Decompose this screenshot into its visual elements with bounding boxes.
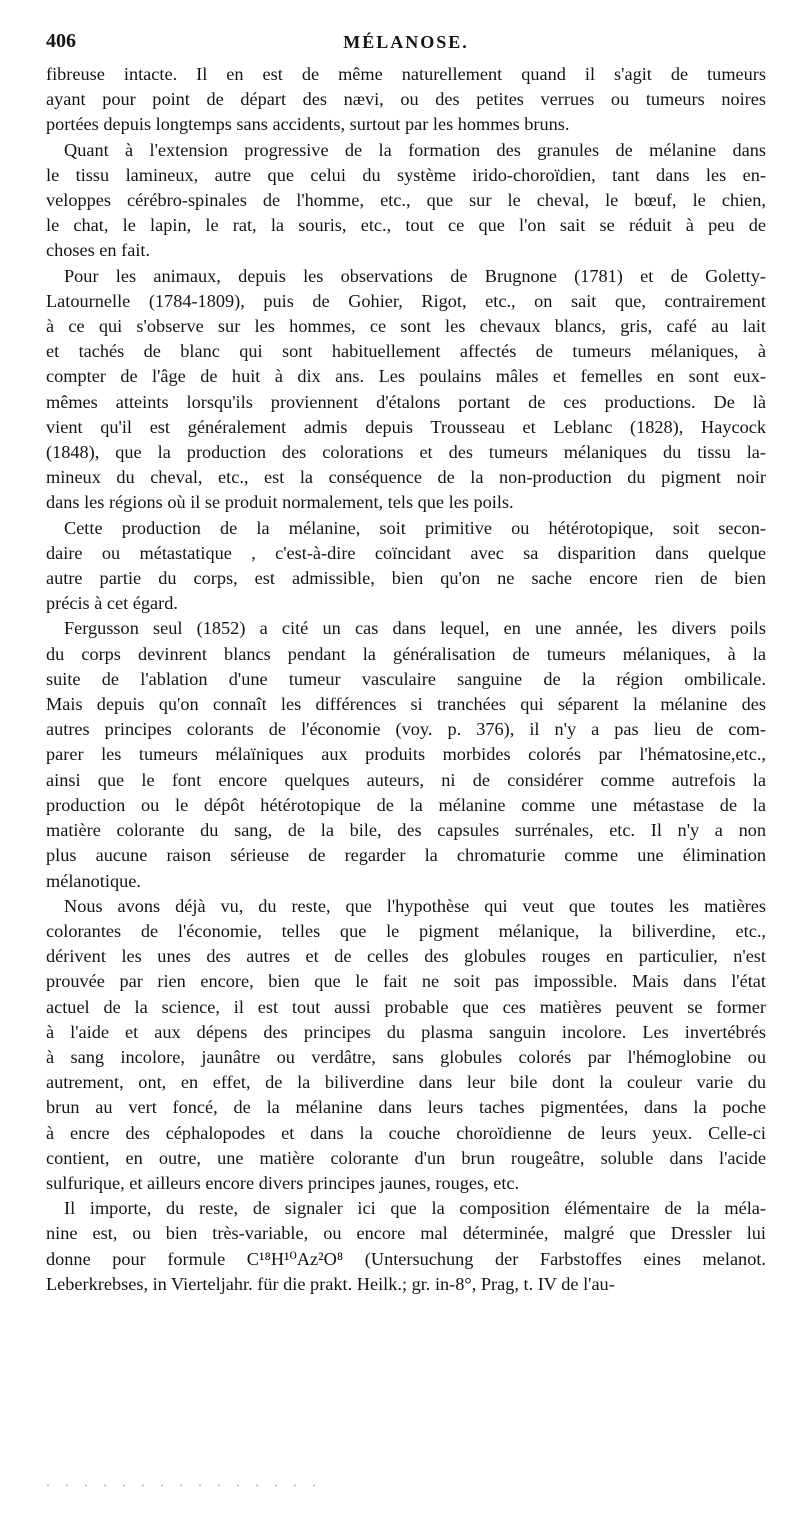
paragraph	[46, 516, 766, 617]
text-line: parer les tumeurs mélaïniques aux produits morbides colorés par l'hématosine,etc.,	[46, 744, 766, 765]
paragraph	[46, 1196, 766, 1297]
text-line: Nous avons déjà vu, du reste, que l'hypothèse qui veut que toutes les matières	[64, 895, 766, 916]
footer-marks: · · · · · · · · · · · · · · ·	[46, 1478, 322, 1492]
text-line: daire ou métastatique , c'est-à-dire coïncidant avec sa disparition dans quelque	[46, 542, 766, 563]
text-line: sulfurique, et ailleurs encore divers principes jaunes, rouges, etc.	[46, 1172, 520, 1193]
body-text	[46, 62, 766, 1297]
text-line: prouvée par rien encore, bien que le fait ne soit pas impossible. Mais dans l'état	[46, 971, 766, 992]
paragraph	[46, 62, 766, 138]
page-number: 406	[46, 30, 76, 52]
text-line: le chat, le lapin, le rat, la souris, etc., tout ce que l'on sait se réduit à peu de	[46, 215, 766, 236]
text-line: dérivent les unes des autres et de celles des globules rouges en particulier, n'est	[46, 946, 766, 967]
text-line: Quant à l'extension progressive de la formation des granules de mélanine dans	[64, 139, 766, 160]
text-line: à l'aide et aux dépens des principes du plasma sanguin incolore. Les invertébrés	[46, 1021, 766, 1042]
text-line: à ce qui s'observe sur les hommes, ce sont les chevaux blancs, gris, café au lait	[46, 316, 766, 337]
text-line: plus aucune raison sérieuse de regarder la chromaturie comme une élimination	[46, 845, 766, 866]
text-line: mêmes atteints lorsqu'ils proviennent d'étalons portant de ces productions. De là	[46, 391, 766, 412]
text-line: vient qu'il est généralement admis depuis Trousseau et Leblanc (1828), Haycock	[46, 416, 766, 437]
text-line: (1848), que la production des colorations et des tumeurs mélaniques du tissu la-	[46, 442, 766, 463]
text-line: actuel de la science, il est tout aussi probable que ces matières peuvent se former	[46, 996, 766, 1017]
running-title: MÉLANOSE.	[343, 32, 469, 52]
text-line: matière colorante du sang, de la bile, des capsules surrénales, etc. Il n'y a non	[46, 820, 766, 841]
text-line: suite de l'ablation d'une tumeur vasculaire sanguine de la région ombilicale.	[46, 668, 766, 689]
text-line: Latournelle (1784-1809), puis de Gohier, Rigot, etc., on sait que, contrairement	[46, 290, 766, 311]
text-line: et tachés de blanc qui sont habituellement affectés de tumeurs mélaniques, à	[46, 341, 766, 362]
paragraph	[46, 138, 766, 264]
text-line: mélanotique.	[46, 870, 141, 891]
text-line: Leberkrebses, in Vierteljahr. für die prakt. Heilk.; gr. in-8°, Prag, t. IV de l'au-	[46, 1273, 615, 1294]
text-line: autres principes colorants de l'économie (voy. p. 376), il n'y a pas lieu de com-	[46, 719, 766, 740]
text-line: donne pour formule C¹⁸H¹⁰Az²O⁸ (Untersuchung der Farbstoffes eines melanot.	[46, 1248, 766, 1269]
text-line: dans les régions où il se produit normalement, tels que les poils.	[46, 492, 514, 513]
text-line: brun au vert foncé, de la mélanine dans leurs taches pigmentées, dans la poche	[46, 1097, 766, 1118]
text-line: ayant pour point de départ des nævi, ou des petites verrues ou tumeurs noires	[46, 89, 766, 110]
paragraph	[46, 894, 766, 1196]
paragraph	[46, 616, 766, 893]
text-line: portées depuis longtemps sans accidents, surtout par les hommes bruns.	[46, 114, 570, 135]
text-line: Il importe, du reste, de signaler ici que la composition élémentaire de la méla-	[64, 1198, 766, 1219]
text-line: à sang incolore, jaunâtre ou verdâtre, sans globules colorés par l'hémoglobine ou	[46, 1046, 766, 1067]
text-line: mineux du cheval, etc., est la conséquence de la non-production du pigment noir	[46, 467, 766, 488]
text-line: contient, en outre, une matière colorante d'un brun rougeâtre, soluble dans l'acide	[46, 1147, 766, 1168]
text-line: du corps devinrent blancs pendant la généralisation de tumeurs mélaniques, à la	[46, 643, 766, 664]
text-line: choses en fait.	[46, 240, 151, 261]
text-line: Mais depuis qu'on connaît les différences si tranchées qui séparent la mélanine des	[46, 694, 766, 715]
text-line: Cette production de la mélanine, soit primitive ou hétérotopique, soit secon-	[64, 517, 766, 538]
text-line: le tissu lamineux, autre que celui du système irido-choroïdien, tant dans les en-	[46, 164, 766, 185]
paragraph	[46, 264, 766, 516]
text-line: autre partie du corps, est admissible, bien qu'on ne sache encore rien de bien	[46, 568, 766, 589]
text-line: précis à cet égard.	[46, 593, 178, 614]
text-line: à encre des céphalopodes et dans la couche choroïdienne de leurs yeux. Celle-ci	[46, 1122, 766, 1143]
text-line: nine est, ou bien très-variable, ou encore mal déterminée, malgré que Dressler lui	[46, 1223, 766, 1244]
text-line: veloppes cérébro-spinales de l'homme, etc., que sur le cheval, le bœuf, le chien,	[46, 190, 766, 211]
text-line: Pour les animaux, depuis les observations de Brugnone (1781) et de Goletty-	[64, 265, 766, 286]
page-header	[46, 30, 766, 64]
text-line: autrement, ont, en effet, de la biliverdine dans leur bile dont la couleur varie du	[46, 1072, 766, 1093]
text-line: ainsi que le font encore quelques auteurs, ni de considérer comme autrefois la	[46, 769, 766, 790]
text-line: fibreuse intacte. Il en est de même naturellement quand il s'agit de tumeurs	[46, 64, 766, 84]
text-line: production ou le dépôt hétérotopique de la mélanine comme une métastase de la	[46, 794, 766, 815]
text-line: compter de l'âge de huit à dix ans. Les poulains mâles et femelles en sont eux-	[46, 366, 766, 387]
text-line: colorantes de l'économie, telles que le pigment mélanique, la biliverdine, etc.,	[46, 920, 766, 941]
text-line: Fergusson seul (1852) a cité un cas dans lequel, en une année, les divers poils	[64, 618, 766, 639]
